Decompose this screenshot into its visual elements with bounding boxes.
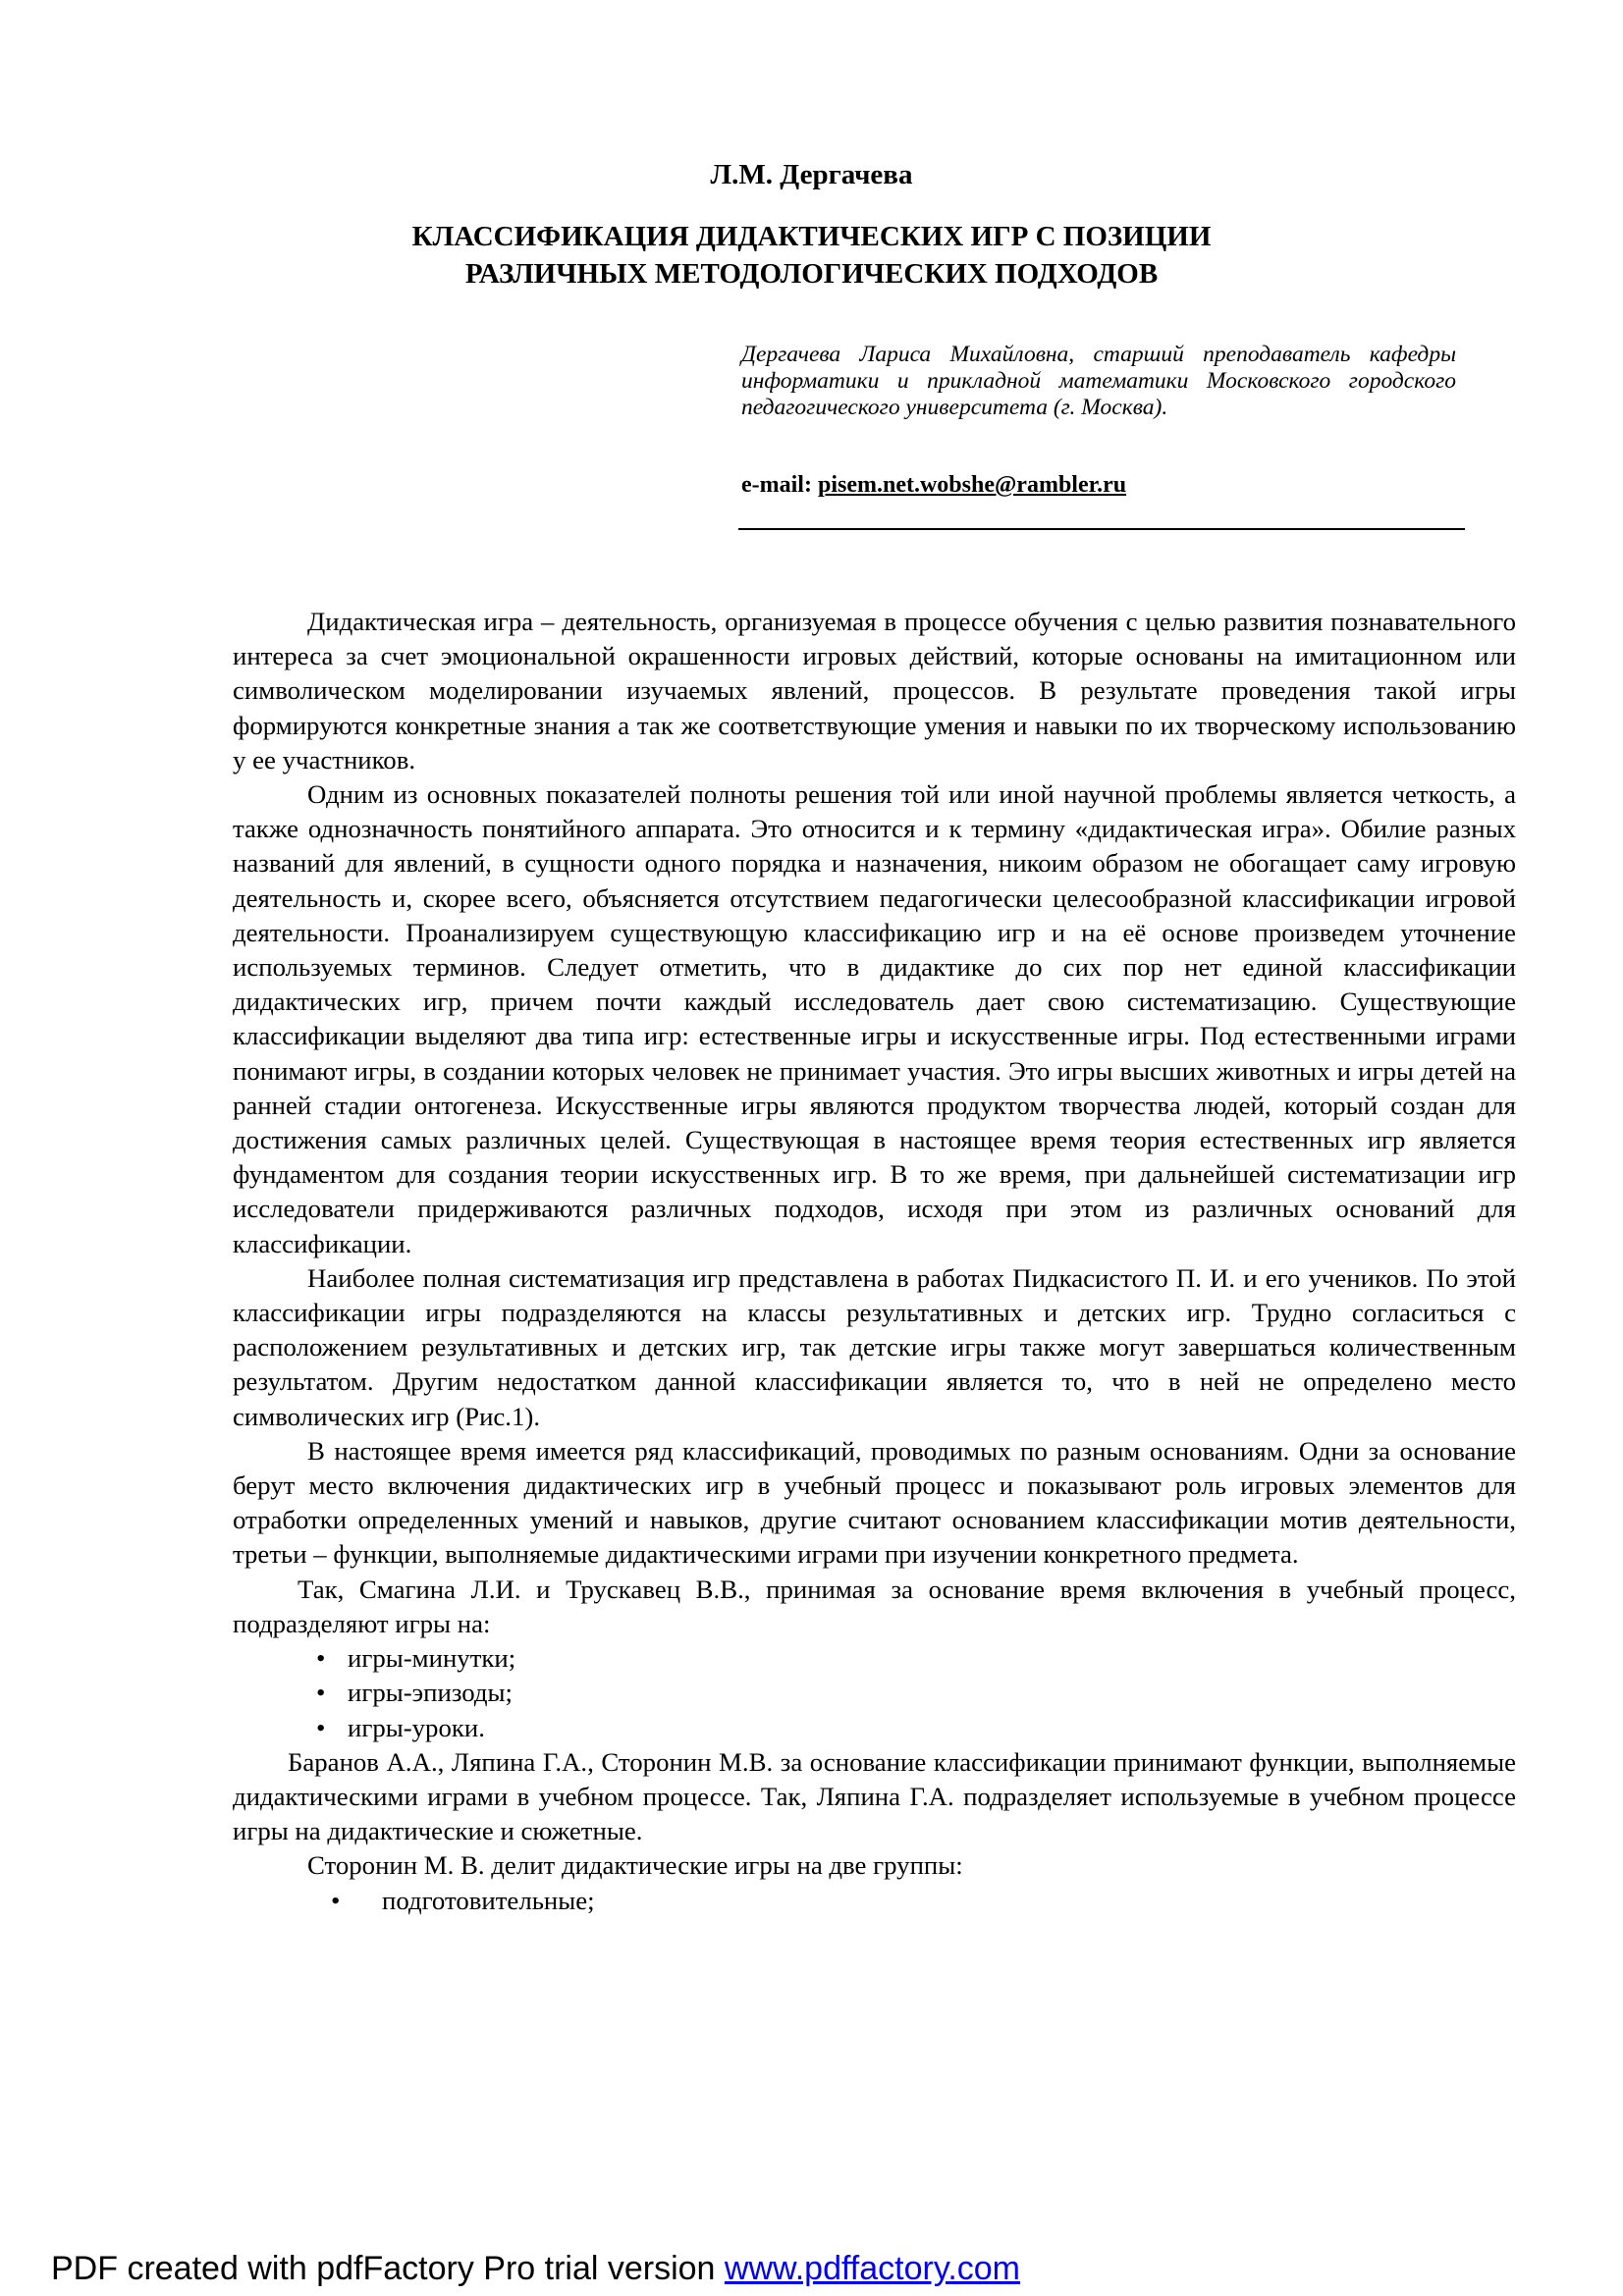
list-item-text: игры-минутки; [348,1643,516,1674]
header-divider [738,528,1465,530]
footer-link[interactable]: www.pdffactory.com [724,2250,1020,2287]
bullet-icon: • [331,1885,341,1915]
list-item [233,1711,1516,1745]
list-item [233,1641,1516,1676]
bullet-icon: • [316,1678,326,1708]
pdf-footer [51,2249,1020,2288]
list-item [233,1884,1516,1918]
author-affiliation: Дергачева Лариса Михайловна, старший преподаватель кафедры информатики и прикладной математики Московского городского педагогического университета (г. Москва). [741,342,1456,420]
paragraph-7: Сторонин М. В. делит дидактические игры на две группы: [307,1850,963,1881]
article-body [233,605,1516,1918]
author-email-line [741,470,1126,500]
list-item-text: игры-уроки. [348,1712,485,1742]
game-group-list [233,1884,1516,1918]
email-label: e-mail: [741,472,812,498]
email-link[interactable]: pisem.net.wobshe@rambler.ru [817,472,1127,498]
title-line-1: КЛАССИФИКАЦИЯ ДИДАКТИЧЕСКИХ ИГР С ПОЗИЦИИ [411,221,1212,252]
paper-title [0,218,1623,293]
list-item-text: подготовительные; [382,1885,595,1915]
author-name: Л.М. Дергачева [710,159,913,190]
list-item-text: игры-эпизоды; [348,1678,513,1708]
paragraph-2: Одним из основных показателей полноты решения той или иной научной проблемы является четкость, а также однозначность понятийного аппарата. Это относится и к термину «дидактическая игра». Обилие разных названий для явлений, в сущности одного порядка и назначения, никоим образом не обогащает саму игровую деятельность и, скорее всего, объясняется отсутствием педагогически целесообразной классификации игровой деятельности. Проанализируем существующую классификацию игр и на её основе произведем уточнение используемых терминов. Следует отметить, что в дидактике до сих пор нет единой классификации дидактических игр, причем почти каждый исследователь дает свою систематизацию. Существующие классификации выделяют два типа игр: естественные игры и искусственные игры. Под естественными играми понимают игры, в создании которых человек не принимает участия. Это игры высших животных и игры детей на ранней стадии онтогенеза. Искусственные игры являются продуктом творчества людей, который создан для достижения самых различных целей. Существующая в настоящее время теория естественных игр является фундаментом для создания теории искусственных игр. В то же время, при дальнейшей систематизации игр исследователи придерживаются различных подходов, исходя при этом из различных оснований для классификации. [233,779,1516,1258]
footer-text: PDF created with pdfFactory Pro trial version [51,2250,725,2287]
bullet-icon: • [316,1712,326,1742]
paragraph-3: Наиболее полная систематизация игр представлена в работах Пидкасистого П. И. и его учеников. По этой классификации игры подразделяются на классы результативных и детских игр. Трудно согласиться с расположением результативных и детских игр, так детские игры также могут завершаться количественным результатом. Другим недостатком данной классификации является то, что в ней не определено место символических игр (Рис.1). [233,1262,1516,1431]
bullet-icon: • [316,1643,326,1674]
list-item [233,1676,1516,1710]
paragraph-1: Дидактическая игра – деятельность, организуемая в процессе обучения с целью развития познавательного интереса за счет эмоциональной окрашенности игровых действий, которые основаны на имитационном или символическом моделировании изучаемых явлений, процессов. В результате проведения такой игры формируются конкретные знания а так же соответствующие умения и навыки по их творческому использованию у ее участников. [233,607,1516,774]
paragraph-6: Баранов А.А., Ляпина Г.А., Сторонин М.В. за основание классификации принимают функции, выполняемые дидактическими играми в учебном процессе. Так, Ляпина Г.А. подразделяет используемые в учебном процессе игры на дидактические и сюжетные. [233,1746,1516,1846]
paragraph-5: Так, Смагина Л.И. и Трускавец В.В., принимая за основание время включения в учебный процесс, подразделяют игры на: [233,1574,1516,1638]
game-time-list [233,1641,1516,1745]
paragraph-4: В настоящее время имеется ряд классификаций, проводимых по разным основаниям. Одни за основание берут место включения дидактических игр в учебный процесс и показывают роль игровых элементов для отработки определенных умений и навыков, другие считают основанием классификации мотив деятельности, третьи – функции, выполняемые дидактическими играми при изучении конкретного предмета. [233,1435,1516,1570]
title-line-2: РАЗЛИЧНЫХ МЕТОДОЛОГИЧЕСКИХ ПОДХОДОВ [464,258,1159,290]
